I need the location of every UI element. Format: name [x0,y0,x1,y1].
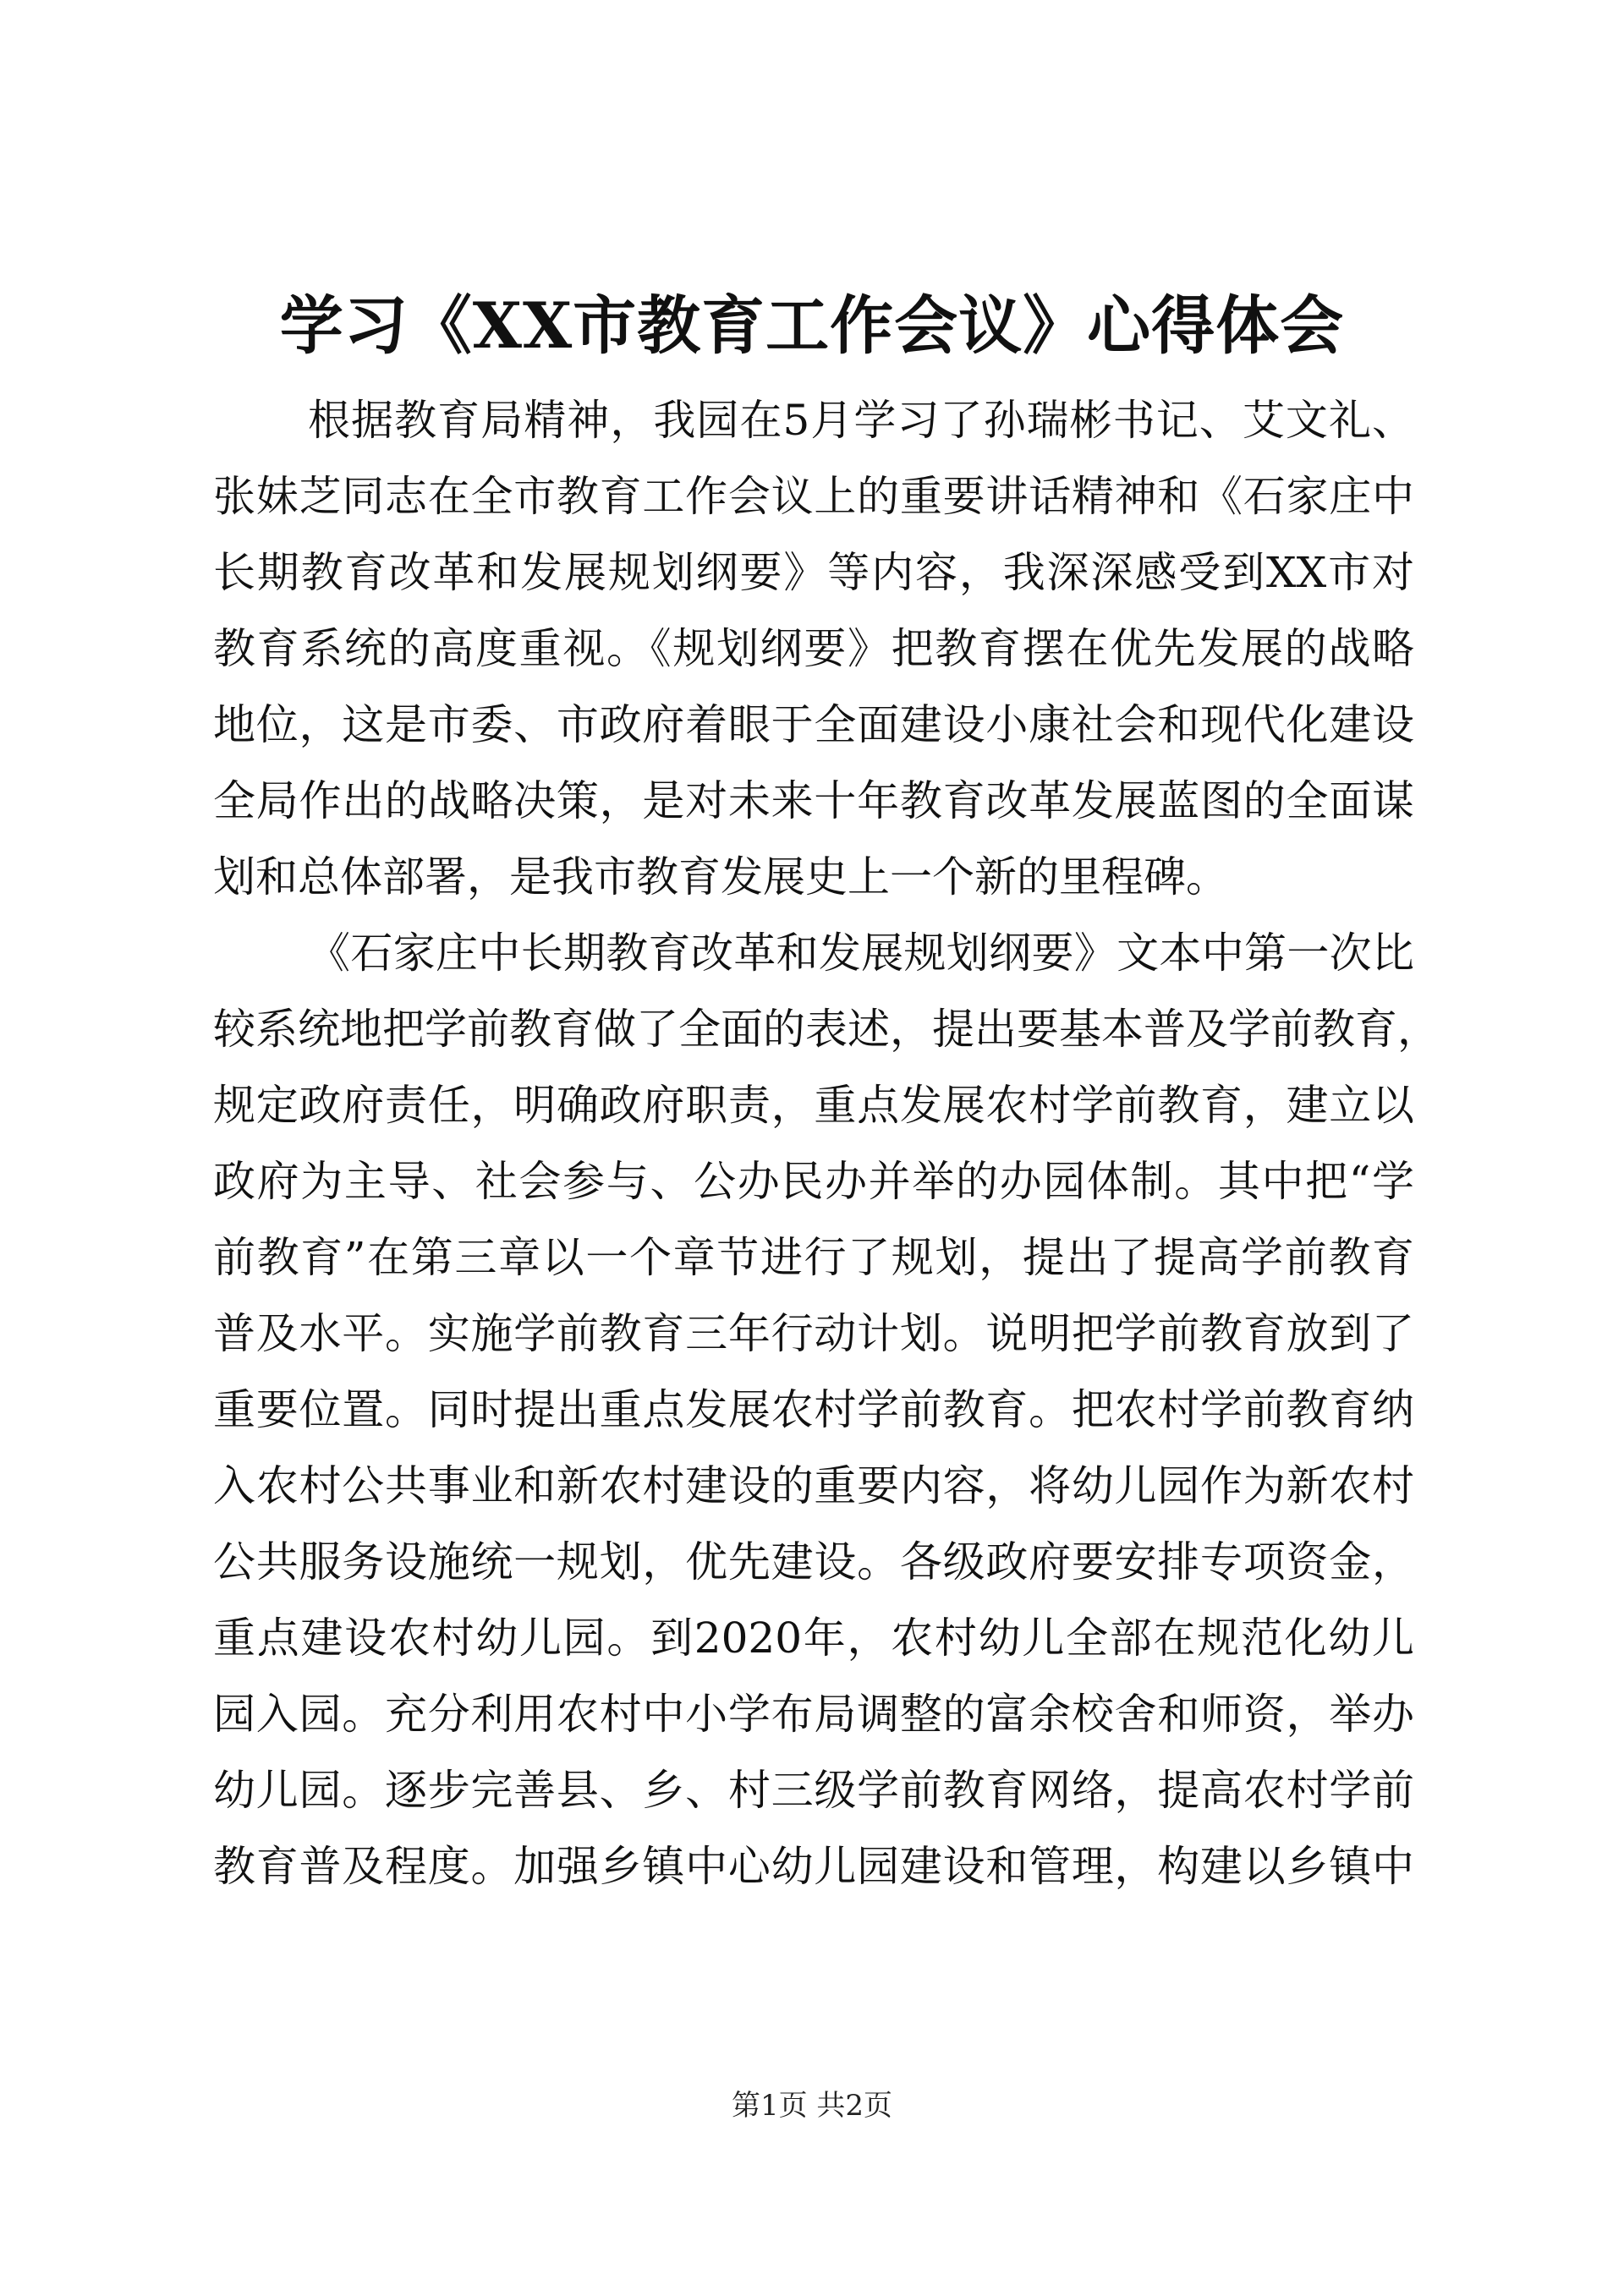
paragraph-2 [213,915,1440,1904]
page-number-footer: 第1页 共2页 [731,2089,893,2123]
text-line: 地位，这是市委、市政府着眼于全面建设小康社会和现代化建设 [213,700,1414,749]
document-body [213,382,1440,1904]
document-title: 学习《XX市教育工作会议》心得体会 [279,288,1345,363]
text-line: 较系统地把学前教育做了全面的表述，提出要基本普及学前教育， [213,1005,1440,1054]
text-line: 教育普及程度。加强乡镇中心幼儿园建设和管理，构建以乡镇中 [213,1842,1414,1891]
text-line: 普及水平。实施学前教育三年行动计划。说明把学前教育放到了 [213,1309,1414,1358]
text-line: 入农村公共事业和新农村建设的重要内容，将幼儿园作为新农村 [213,1461,1414,1510]
text-line: 全局作出的战略决策，是对未来十年教育改革发展蓝图的全面谋 [213,776,1414,825]
paragraph-1 [213,382,1414,915]
text-line: 张妹芝同志在全市教育工作会议上的重要讲话精神和《石家庄中 [213,472,1414,521]
text-line: 公共服务设施统一规划，优先建设。各级政府要安排专项资金， [213,1537,1414,1586]
text-line: 园入园。充分利用农村中小学布局调整的富余校舍和师资，举办 [213,1690,1414,1739]
text-line: 重点建设农村幼儿园。到2020年，农村幼儿全部在规范化幼儿 [213,1614,1414,1663]
text-line: 政府为主导、社会参与、公办民办并举的办园体制。其中把“学 [213,1157,1414,1206]
text-line: 前教育”在第三章以一个章节进行了规划，提出了提高学前教育 [213,1233,1414,1282]
text-line: 《石家庄中长期教育改革和发展规划纲要》文本中第一次比 [308,929,1414,978]
text-line: 教育系统的高度重视。《规划纲要》把教育摆在优先发展的战略 [213,624,1414,673]
text-line: 长期教育改革和发展规划纲要》等内容，我深深感受到XX市对 [213,548,1414,597]
text-line: 幼儿园。逐步完善县、乡、村三级学前教育网络，提高农村学前 [213,1766,1414,1815]
text-line: 重要位置。同时提出重点发展农村学前教育。把农村学前教育纳 [213,1385,1414,1434]
text-line: 划和总体部署，是我市教育发展史上一个新的里程碑。 [213,852,1228,901]
text-line: 规定政府责任，明确政府职责，重点发展农村学前教育，建立以 [213,1081,1414,1130]
text-line: 根据教育局精神，我园在5月学习了孙瑞彬书记、艾文礼、 [308,396,1414,445]
